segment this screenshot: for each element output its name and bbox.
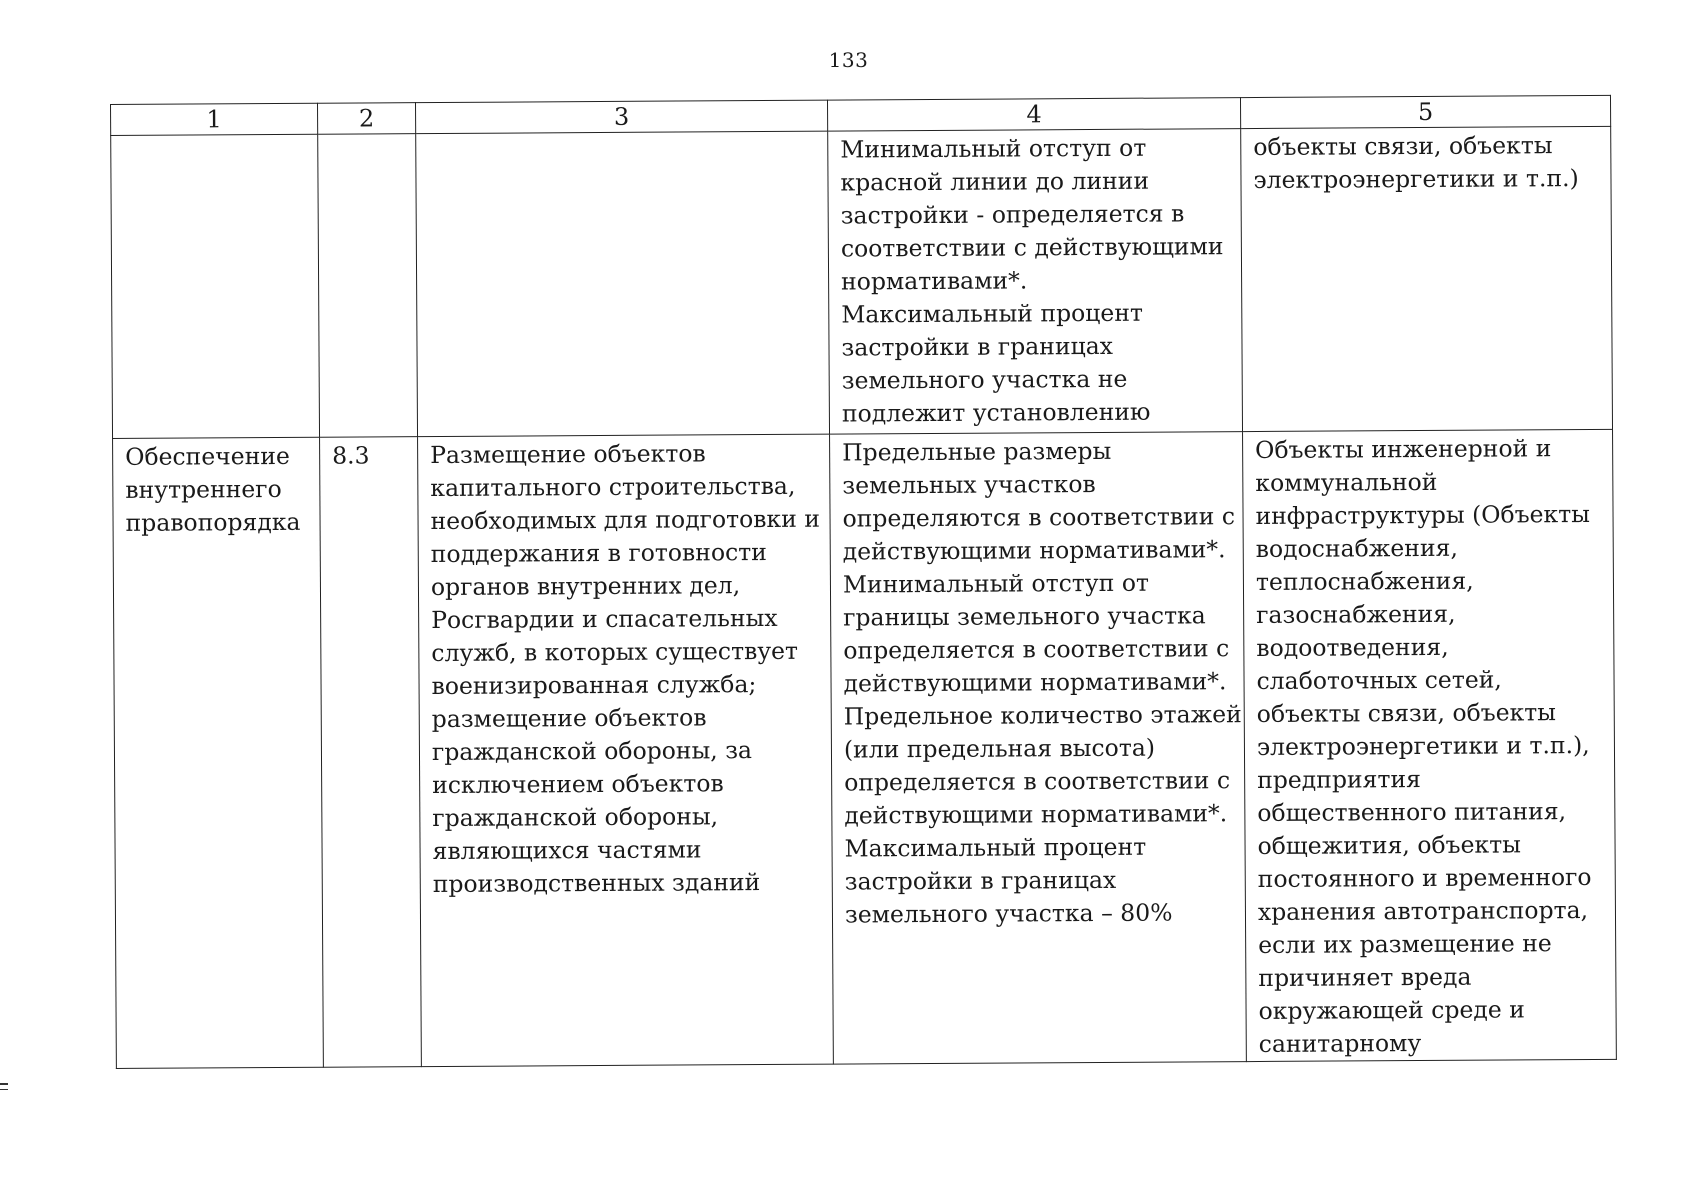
text-line: водоснабжения, xyxy=(1255,533,1458,564)
text-line: поддержания в готовности xyxy=(430,537,767,569)
text-line: водоотведения, xyxy=(1256,632,1449,663)
text-line: объекты связи, объекты xyxy=(1253,131,1553,162)
header-col-5: 5 xyxy=(1240,95,1610,128)
text-line: являющихся частями xyxy=(432,835,702,866)
text-line: теплоснабжения, xyxy=(1255,566,1474,597)
text-line: электроэнергетики и т.п.), xyxy=(1256,730,1590,762)
text-line: хранения автотранспорта, xyxy=(1257,895,1589,927)
text-line: объекты связи, объекты xyxy=(1256,698,1557,729)
text-line: служб, в которых существует xyxy=(431,636,799,668)
text-line: органов внутренних дел, xyxy=(430,571,741,602)
cell-use-name xyxy=(113,437,324,1068)
text-line: определяются в соответствии с xyxy=(842,502,1236,533)
text-line: нормативами*. xyxy=(841,266,1028,296)
cell-code xyxy=(318,134,418,438)
header-col-2: 2 xyxy=(317,103,415,135)
text-line: красной линии до линии xyxy=(840,166,1150,197)
text-line: окружающей среде и xyxy=(1258,995,1525,1026)
table-row-internal-order xyxy=(113,429,1617,1068)
text-line: (или предельная высота) xyxy=(843,733,1156,764)
text-line: гражданской обороны, за xyxy=(431,736,753,767)
text-line: Максимальный процент xyxy=(841,298,1144,329)
text-line: гражданской обороны, xyxy=(432,802,719,833)
text-line: производственных зданий xyxy=(432,868,761,899)
cell-description xyxy=(418,434,834,1067)
text-line: общественного питания, xyxy=(1257,797,1567,828)
text-line: необходимых для подготовки и xyxy=(430,504,821,536)
header-col-4: 4 xyxy=(827,98,1240,132)
text-line: определяется в соответствии с xyxy=(844,766,1231,797)
text-line: Минимальный отступ от xyxy=(842,568,1150,599)
text-line: Обеспечение xyxy=(125,441,290,471)
text-line: Предельные размеры xyxy=(842,436,1112,467)
text-line: земельного участка не xyxy=(841,364,1128,395)
cell-auxiliary-uses xyxy=(1243,429,1617,1061)
text-line: капитального строительства, xyxy=(430,471,796,503)
text-line: Максимальный процент xyxy=(844,832,1147,863)
text-line: общежития, объекты xyxy=(1257,830,1521,861)
text-line: земельных участков xyxy=(842,469,1096,500)
header-col-3: 3 xyxy=(415,100,827,134)
text-line: застройки в границах xyxy=(841,331,1114,362)
text-line: действующими нормативами*. xyxy=(843,667,1227,698)
text-line: электроэнергетики и т.п.) xyxy=(1253,164,1579,195)
text-line: определяется в соответствии с xyxy=(843,634,1230,665)
text-line: постоянного и временного xyxy=(1257,862,1592,894)
table-row-continuation xyxy=(111,126,1613,438)
cell-code: 8.3 xyxy=(320,437,422,1068)
text-line: Объекты инженерной и xyxy=(1255,434,1552,465)
text-line: Минимальный отступ от xyxy=(840,133,1147,164)
text-line: если их размещение не xyxy=(1258,929,1552,960)
text-line: действующими нормативами*. xyxy=(844,799,1228,830)
text-line: Размещение объектов xyxy=(430,439,706,470)
text-line: военизированная служба; xyxy=(431,670,757,701)
text-line: предприятия xyxy=(1257,765,1421,795)
cell-description xyxy=(416,131,830,437)
cell-parameters xyxy=(828,129,1243,435)
cell-use-name xyxy=(111,134,320,438)
text-line: инфраструктуры (Объекты xyxy=(1255,499,1590,531)
text-line: размещение объектов xyxy=(431,703,707,734)
text-line: газоснабжения, xyxy=(1256,599,1456,630)
cell-parameters xyxy=(830,432,1247,1065)
text-line: Росгвардии и спасательных xyxy=(431,603,778,635)
page-number: 133 xyxy=(828,48,869,72)
text-line: Предельное количество этажей xyxy=(843,700,1242,731)
text-line: земельного участка – 80% xyxy=(844,898,1173,929)
text-line: границы земельного участка xyxy=(843,601,1206,632)
text-line: подлежит установлению xyxy=(841,397,1151,428)
text-line: коммунальной xyxy=(1255,467,1438,498)
text-line: санитарному xyxy=(1258,1029,1422,1058)
text-line: внутреннего xyxy=(125,474,282,504)
text-line: исключением объектов xyxy=(432,769,724,800)
text-line: причиняет вреда xyxy=(1258,962,1472,993)
zoning-table xyxy=(110,95,1617,1069)
text-line: действующими нормативами*. xyxy=(842,535,1226,566)
margin-mark xyxy=(0,1083,8,1097)
text-line: застройки - определяется в xyxy=(840,199,1185,230)
cell-auxiliary-uses xyxy=(1241,126,1613,431)
text-line: соответствии с действующими xyxy=(840,232,1224,263)
header-col-1: 1 xyxy=(111,103,318,135)
text-line: правопорядка xyxy=(125,507,301,537)
text-line: застройки в границах xyxy=(844,865,1117,896)
text-line: слаботочных сетей, xyxy=(1256,665,1502,696)
